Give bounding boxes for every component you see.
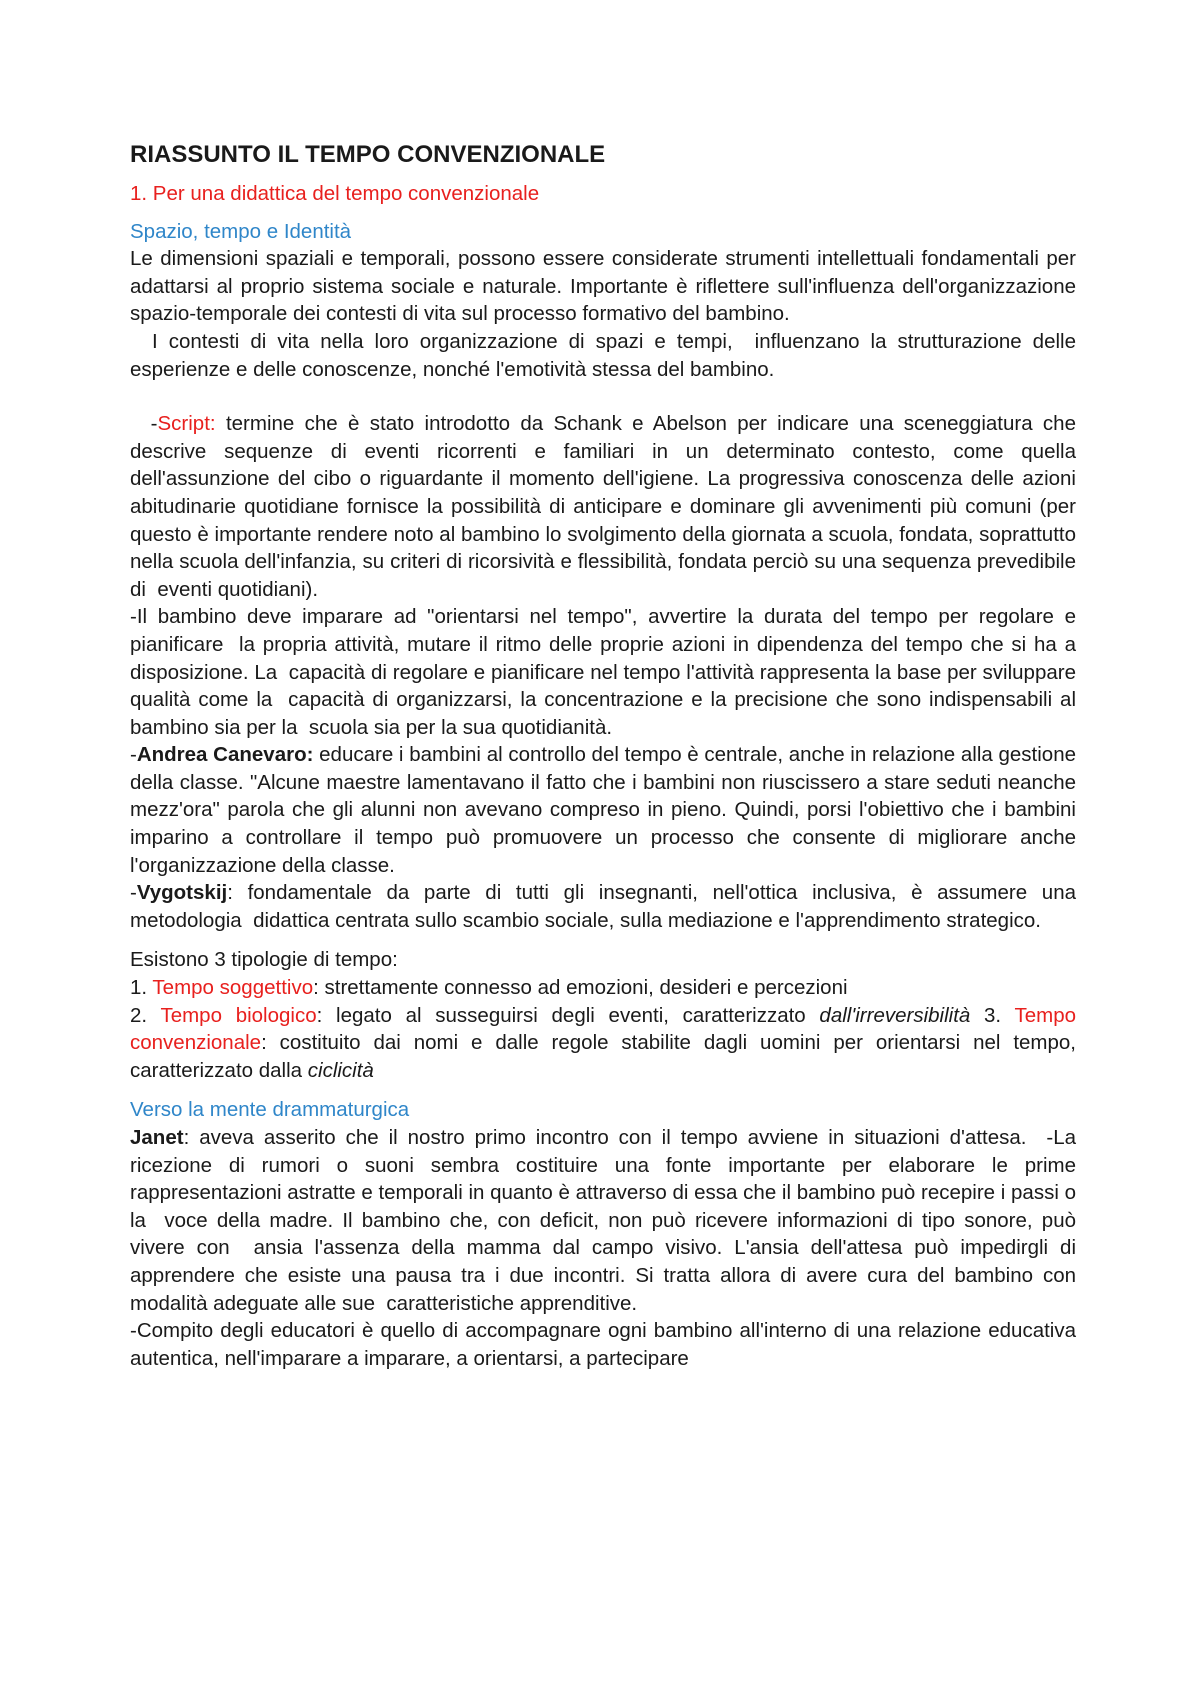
- author-text: : fondamentale da parte di tutti gli insegnanti, nell'ottica inclusiva, è assumere una metodologia didattica centrata sullo scambio sociale, sulla mediazione e l'apprendimento strategico.: [130, 881, 1082, 932]
- subsection-heading: Spazio, tempo e Identità: [130, 219, 352, 243]
- subsection-heading: Verso la mente drammaturgica: [130, 1098, 410, 1122]
- term-italic: dall'irreversibilità: [819, 1003, 971, 1027]
- list-item: [130, 1002, 1088, 1085]
- term-text: termine che è stato introdotto da Schank e Abelson per indicare una sceneggiatura che descrive sequenze di eventi ricorrenti e familiari in un determinato contesto, come quella dell'assunzione del cibo o riguardante il momento dell'igiene. La progressiva conoscenza delle azioni abitudinarie quotidiane fornisce la possibilità di anticipare e dominare gli avvenimenti più comuni (per questo è importante rendere noto al bambino lo svolgimento della giornata a scuola, fondata, soprattutto nella scuola dell'infanzia, su criteri di ricorsività e flessibilità, fondata perciò su una sequenza prevedibile di eventi quotidiani).: [130, 412, 1088, 601]
- paragraph-janet: [130, 1124, 1088, 1317]
- paragraph-canevaro: [130, 741, 1088, 879]
- list-number: 3.: [970, 1003, 1015, 1027]
- document-title: RIASSUNTO IL TEMPO CONVENZIONALE: [130, 141, 606, 168]
- author-name: Janet: [130, 1126, 184, 1149]
- author-text: educare i bambini al controllo del tempo è centrale, anche in relazione alla gestione della classe. "Alcune maestre lamentavano il fatto che i bambini non riuscissero a stare seduti neanche mezz'ora" parola che gli alunni non avevano compreso in pieno. Quindi, porsi l'obiettivo che i bambini imparino a controllare il tempo può promuovere un processo che consente di migliorare anche l'organizzazione della classe.: [130, 743, 1088, 877]
- paragraph: -Compito degli educatori è quello di accompagnare ogni bambino all'interno di una relazione educativa autentica, nell'imparare a imparare, a orientarsi, a partecipare: [130, 1319, 1088, 1370]
- author-name: Vygotskij: [136, 881, 228, 905]
- term-label: Script:: [157, 412, 216, 436]
- term-label: Tempo biologico: [160, 1003, 317, 1027]
- paragraph: -Il bambino deve imparare ad "orientarsi nel tempo", avvertire la durata del tempo per regolare e pianificare la propria attività, mutare il ritmo delle proprie azioni in dipendenza del tempo che si ha a disposizione. La capacità di regolare e pianificare nel tempo l'attività rappresenta la base per sviluppare qualità come la capacità di organizzarsi, la concentrazione e la precisione che sono indispensabili al bambino sia per la scuola sia per la sua quotidianità.: [130, 605, 1082, 739]
- dash: -: [130, 881, 137, 905]
- author-text: : aveva asserito che il nostro primo incontro con il tempo avviene in situazioni d'attesa. -La ricezione di rumori o suoni sembra costituire una fonte importante per elaborare le prime rappresentazioni astratte e temporali in quanto è attraverso di essa che il bambino può recepire i passi o la voce della madre. Il bambino che, con deficit, non può ricevere informazioni di tipo sonore, può vivere con ansia l'assenza della mamma dal campo visivo. L'ansia dell'attesa può impedirgli di apprendere che esiste una pausa tra i due incontri. Si tratta allora di avere cura del bambino con modalità adeguate alle sue caratteristiche apprenditive.: [130, 1126, 1088, 1315]
- paragraph-vygotskij: [130, 879, 1082, 934]
- term-text: : strettamente connesso ad emozioni, desideri e percezioni: [313, 976, 848, 1000]
- author-name: Andrea Canevaro:: [136, 743, 314, 767]
- term-text: : costituito dai nomi e dalle regole stabilite dagli uomini per orientarsi nel tempo, caratterizzato dalla: [130, 1031, 1088, 1082]
- term-label: Tempo convenzionale: [130, 1003, 1082, 1055]
- spacer: [130, 934, 1076, 946]
- term-label: Tempo soggettivo: [152, 976, 314, 1000]
- spacer: [130, 1084, 1076, 1096]
- list-item: [130, 974, 1076, 1002]
- term-text: : legato al susseguirsi degli eventi, caratterizzato: [316, 1003, 820, 1027]
- spacer: [130, 383, 1076, 410]
- document-page: [130, 140, 1088, 1372]
- section-heading: 1. Per una didattica del tempo convenzionale: [130, 182, 540, 205]
- paragraph: I contesti di vita nella loro organizzazione di spazi e tempi, influenzano la strutturazione delle esperienze e delle conoscenze, nonché l'emotività stessa del bambino.: [130, 329, 1082, 381]
- list-number: 2.: [130, 1003, 161, 1027]
- paragraph-script: [130, 410, 1088, 603]
- list-number: 1.: [130, 976, 153, 1000]
- paragraph: Le dimensioni spaziali e temporali, possono essere considerate strumenti intellettuali fondamentali per adattarsi al proprio sistema sociale e naturale. Importante è riflettere sull'influenza dell'organizzazione spazio-temporale dei contesti di vita sul processo formativo del bambino.: [130, 247, 1088, 326]
- dash: -: [130, 743, 137, 767]
- paragraph: Esistono 3 tipologie di tempo:: [130, 948, 398, 972]
- term-italic: ciclicità: [307, 1058, 374, 1082]
- dash: -: [130, 412, 158, 436]
